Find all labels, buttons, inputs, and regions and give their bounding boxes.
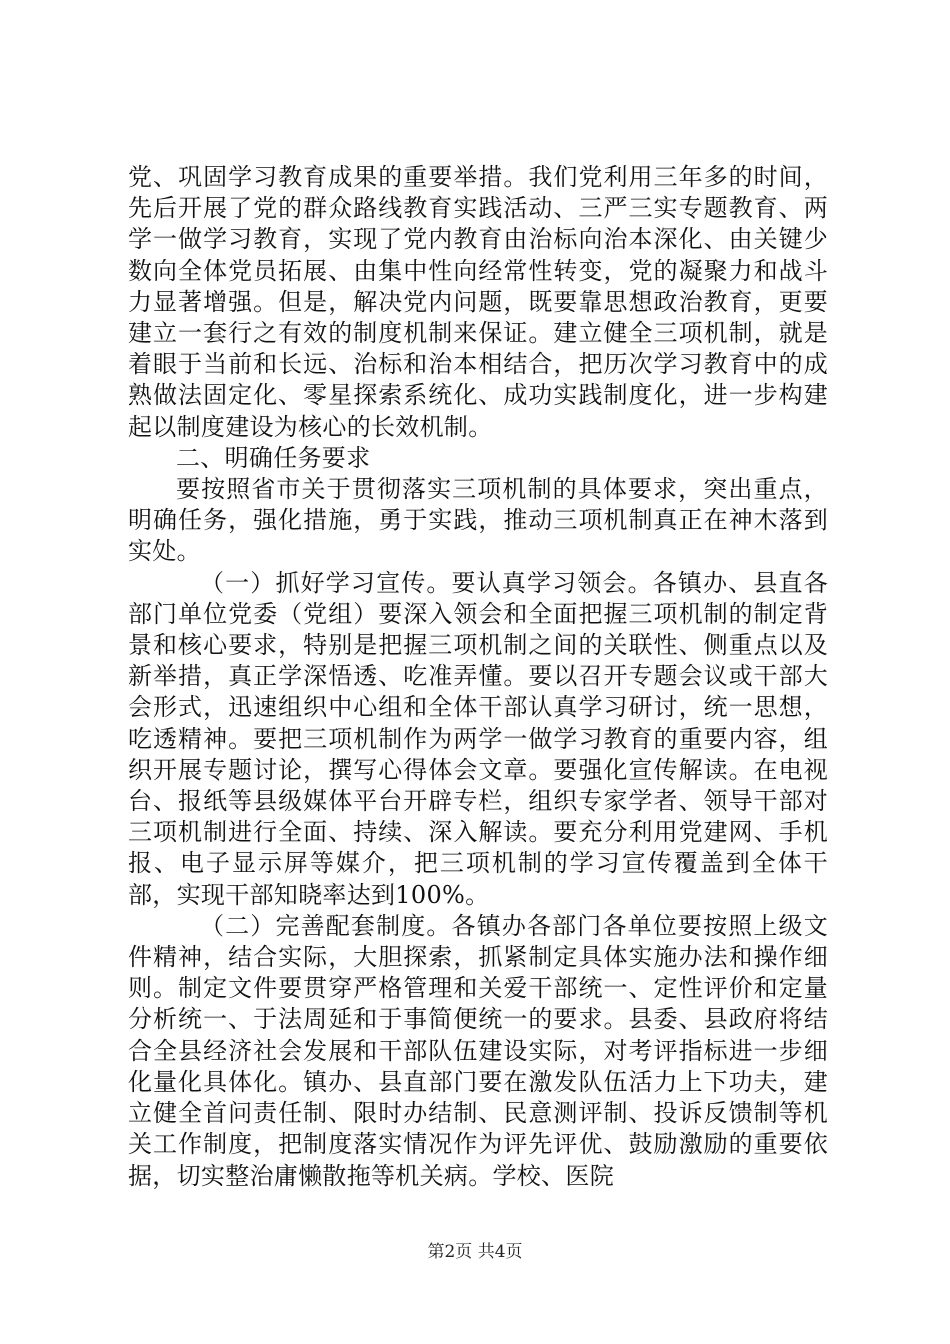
paragraph-intro-continuation: 党、巩固学习教育成果的重要举措。我们党利用三年多的时间，先后开展了党的群众路线教育实践活动、三严三实专题教育、两学一做学习教育，实现了党内教育由治标向治本深化、由关键少数向全体党员拓展、由集中性向经常性转变，党的凝聚力和战斗力显著增强。但是，解决党内问题，既要靠思想政治教育，更要建立一套行之有效的制度机制来保证。建立健全三项机制，就是着眼于当前和长远、治标和治本相结合，把历次学习教育中的成熟做法固定化、零星探索系统化、成功实践制度化，进一步构建起以制度建设为核心的长效机制。 (128, 163, 828, 441)
paragraph-study-publicity: （一）抓好学习宣传。要认真学习领会。各镇办、县直各部门单位党委（党组）要深入领会和全面把握三项机制的制定背景和核心要求，特别是把握三项机制之间的关联性、侧重点以及新举措，真正学深悟透、吃准弄懂。要以召开专题会议或干部大会形式，迅速组织中心组和全体干部认真学习研讨，统一思想，吃透精神。要把三项机制作为两学一做学习教育的重要内容，组织开展专题讨论，撰写心得体会文章。要强化宣传解读。在电视台、报纸等县级媒体平台开辟专栏，组织专家学者、领导干部对三项机制进行全面、持续、深入解读。要充分利用党建网、手机报、电子显示屏等媒介，把三项机制的学习宣传覆盖到全体干部，实现干部知晓率达到100%。 (128, 568, 828, 909)
paragraph-supporting-systems: （二）完善配套制度。各镇办各部门各单位要按照上级文件精神，结合实际，大胆探索，抓紧制定具体实施办法和操作细则。制定文件要贯穿严格管理和关爱干部统一、定性评价和定量分析统一、于法周延和于事简便统一的要求。县委、县政府将结合全县经济社会发展和干部队伍建设实际，对考评指标进一步细化量化具体化。镇办、县直部门要在激发队伍活力上下功夫，建立健全首问责任制、限时办结制、民意测评制、投诉反馈制等机关工作制度，把制度落实情况作为评先评优、鼓励激励的重要依据，切实整治庸懒散拖等机关病。学校、医院 (128, 911, 828, 1190)
page-number: 第2页 共4页 (427, 1242, 523, 1262)
paragraph-task-overview: 要按照省市关于贯彻落实三项机制的具体要求，突出重点，明确任务，强化措施，勇于实践，推动三项机制真正在神木落到实处。 (128, 475, 828, 566)
document-body (128, 162, 828, 1192)
section-heading-task-requirements: 二、明确任务要求 (176, 443, 371, 472)
page-footer (0, 1241, 950, 1263)
